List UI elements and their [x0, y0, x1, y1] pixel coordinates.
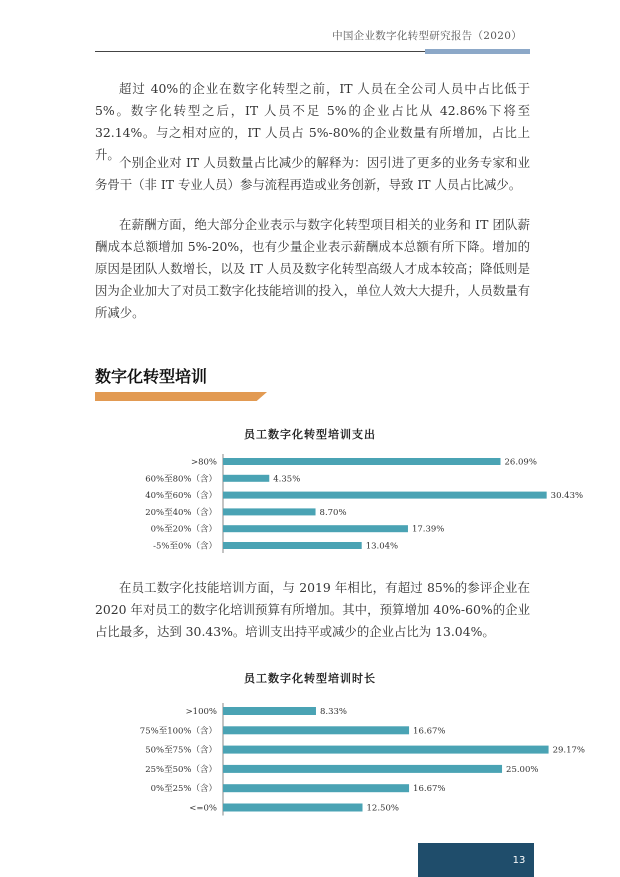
- bar-3: [223, 746, 549, 754]
- bar-6: [223, 542, 362, 549]
- data-label-4: 25.00%: [506, 764, 539, 775]
- report-title: 中国企业数字化转型研究报告（2020）: [332, 30, 522, 42]
- category-label-3: 50%至75%（含）: [145, 745, 217, 756]
- bar-2: [223, 726, 409, 734]
- data-label-3: 29.17%: [552, 745, 585, 756]
- bar-6: [223, 804, 363, 812]
- section-title: 数字化转型培训: [95, 367, 208, 386]
- data-label-1: 8.33%: [319, 707, 347, 717]
- category-label-4: 25%至50%（含）: [145, 764, 217, 775]
- page-number-box: [418, 843, 534, 877]
- paragraph-it-staff: 超过 40%的企业在数字化转型之前，IT 人员在全公司人员中占比低于 5%。数字化转型之后，IT 人员不足 5%的企业占比从 42.86%下将至 32.14%。与之相对应的，IT 人员占 5%-80%的企业数量有所增加，占比上升。: [95, 81, 530, 162]
- header-rule: [95, 51, 425, 52]
- header-accent-bar: [425, 49, 530, 54]
- chart-training-duration: [95, 699, 585, 815]
- data-label-4: 8.70%: [319, 507, 347, 518]
- category-label-1: >80%: [190, 457, 217, 468]
- data-label-2: 4.35%: [273, 474, 301, 485]
- data-label-5: 17.39%: [411, 524, 445, 535]
- bar-4: [223, 508, 316, 515]
- data-label-2: 16.67%: [413, 726, 446, 737]
- chart-title-duration: 员工数字化转型培训时长: [244, 672, 376, 685]
- data-label-3: 30.43%: [550, 491, 584, 502]
- data-label-5: 16.67%: [413, 784, 446, 795]
- section-underline: [95, 392, 267, 401]
- category-label-3: 40%至60%（含）: [145, 491, 217, 502]
- paragraph-it-reduction: 个别企业对 IT 人员数量占比减少的解释为：因引进了更多的业务专家和业务骨干（非 IT 专业人员）参与流程再造或业务创新，导致 IT 人员占比减少。: [95, 155, 530, 192]
- category-label-2: 75%至100%（含）: [139, 726, 217, 737]
- bar-1: [223, 707, 316, 715]
- category-label-6: <=0%: [189, 803, 217, 814]
- data-label-1: 26.09%: [504, 457, 537, 468]
- bar-1: [223, 458, 501, 465]
- category-label-4: 20%至40%（含）: [145, 507, 217, 518]
- chart-title-spending: 员工数字化转型培训支出: [244, 428, 376, 441]
- category-label-2: 60%至80%（含）: [145, 474, 217, 485]
- category-label-5: 0%至25%（含）: [150, 784, 217, 795]
- category-label-6: -5%至0%（含）: [153, 541, 217, 552]
- bar-5: [223, 784, 409, 792]
- bar-3: [223, 492, 547, 499]
- page-number: 13: [512, 855, 526, 866]
- data-label-6: 12.50%: [366, 803, 399, 814]
- data-label-6: 13.04%: [365, 541, 399, 552]
- paragraph-training: 在员工数字化技能培训方面，与 2019 年相比，有超过 85%的参评企业在 2020 年对员工的数字化培训预算有所增加。其中，预算增加 40%-60%的企业占比最多，达到 30.43%。培训支出持平或减少的企业占比为 13.04%。: [95, 580, 530, 639]
- chart-training-spending: [95, 452, 584, 556]
- paragraph-salary: 在薪酬方面，绝大部分企业表示与数字化转型项目相关的业务和 IT 团队薪酬成本总额增加 5%-20%，也有少量企业表示薪酬成本总额有所下降。增加的原因是团队人数增长，以及 IT 人员及数字化转型高级人才成本较高；降低则是因为企业加大了对员工数字化技能培训的投入，单位人效大大提升，人员数量有所减少。: [95, 217, 530, 320]
- category-label-5: 0%至20%（含）: [150, 524, 217, 535]
- category-label-1: >100%: [185, 707, 217, 717]
- bar-5: [223, 525, 408, 532]
- bar-2: [223, 475, 269, 482]
- bar-4: [223, 765, 502, 773]
